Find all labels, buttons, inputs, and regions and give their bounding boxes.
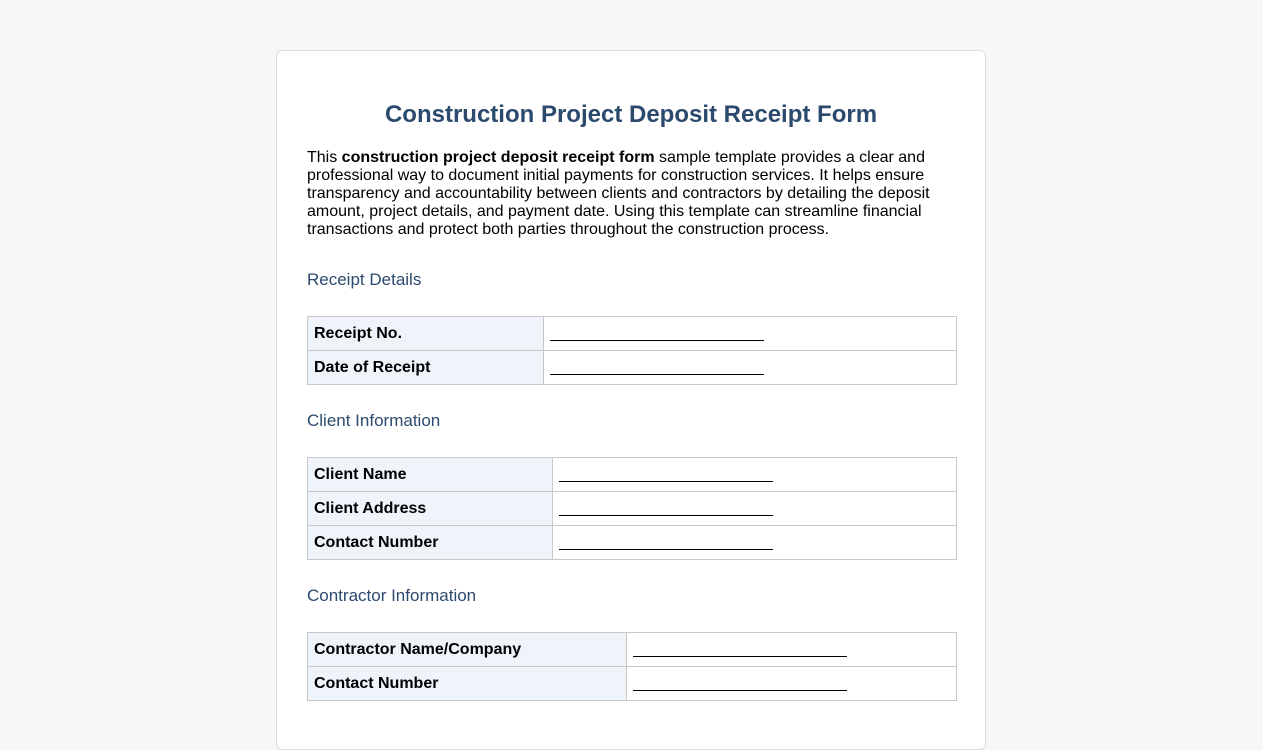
contractor-information-table [307,632,957,701]
date-of-receipt-label: Date of Receipt [308,351,544,385]
blank-line [559,471,773,482]
section-heading-receipt-details: Receipt Details [307,270,422,289]
section-heading-contractor-information: Contractor Information [307,586,477,605]
table-row [308,633,957,667]
table-row [308,492,957,526]
blank-line [550,364,764,375]
client-address-field[interactable] [553,492,957,526]
receipt-no-field[interactable] [544,317,957,351]
table-row [308,351,957,385]
receipt-details-table [307,316,957,385]
table-row [308,458,957,492]
form-page [276,50,986,750]
intro-prefix: This [307,149,342,166]
client-information-table [307,457,957,560]
client-contact-number-field[interactable] [553,526,957,560]
intro-paragraph [307,149,955,239]
section-heading-client-information: Client Information [307,411,441,430]
blank-line [633,646,847,657]
client-address-label: Client Address [308,492,553,526]
page-title: Construction Project Deposit Receipt Form [384,101,878,128]
table-row [308,317,957,351]
client-name-label: Client Name [308,458,553,492]
contractor-contact-number-field[interactable] [627,667,957,701]
blank-line [550,330,764,341]
client-contact-number-label: Contact Number [308,526,553,560]
contractor-contact-number-label: Contact Number [308,667,627,701]
client-name-field[interactable] [553,458,957,492]
contractor-name-field[interactable] [627,633,957,667]
table-row [308,526,957,560]
blank-line [633,680,847,691]
blank-line [559,539,773,550]
intro-bold: construction project deposit receipt form [341,149,655,166]
intro-suffix: sample template provides a clear and professional way to document initial payments for construction services. It helps ensure transparency and accountability between clients and contractors by detailing the deposit amount, project details, and payment date. Using this template can streamline financial transactions and protect both parties throughout the construction process. [307,149,930,238]
table-row [308,667,957,701]
contractor-name-label: Contractor Name/Company [308,633,627,667]
blank-line [559,505,773,516]
date-of-receipt-field[interactable] [544,351,957,385]
receipt-no-label: Receipt No. [308,317,544,351]
